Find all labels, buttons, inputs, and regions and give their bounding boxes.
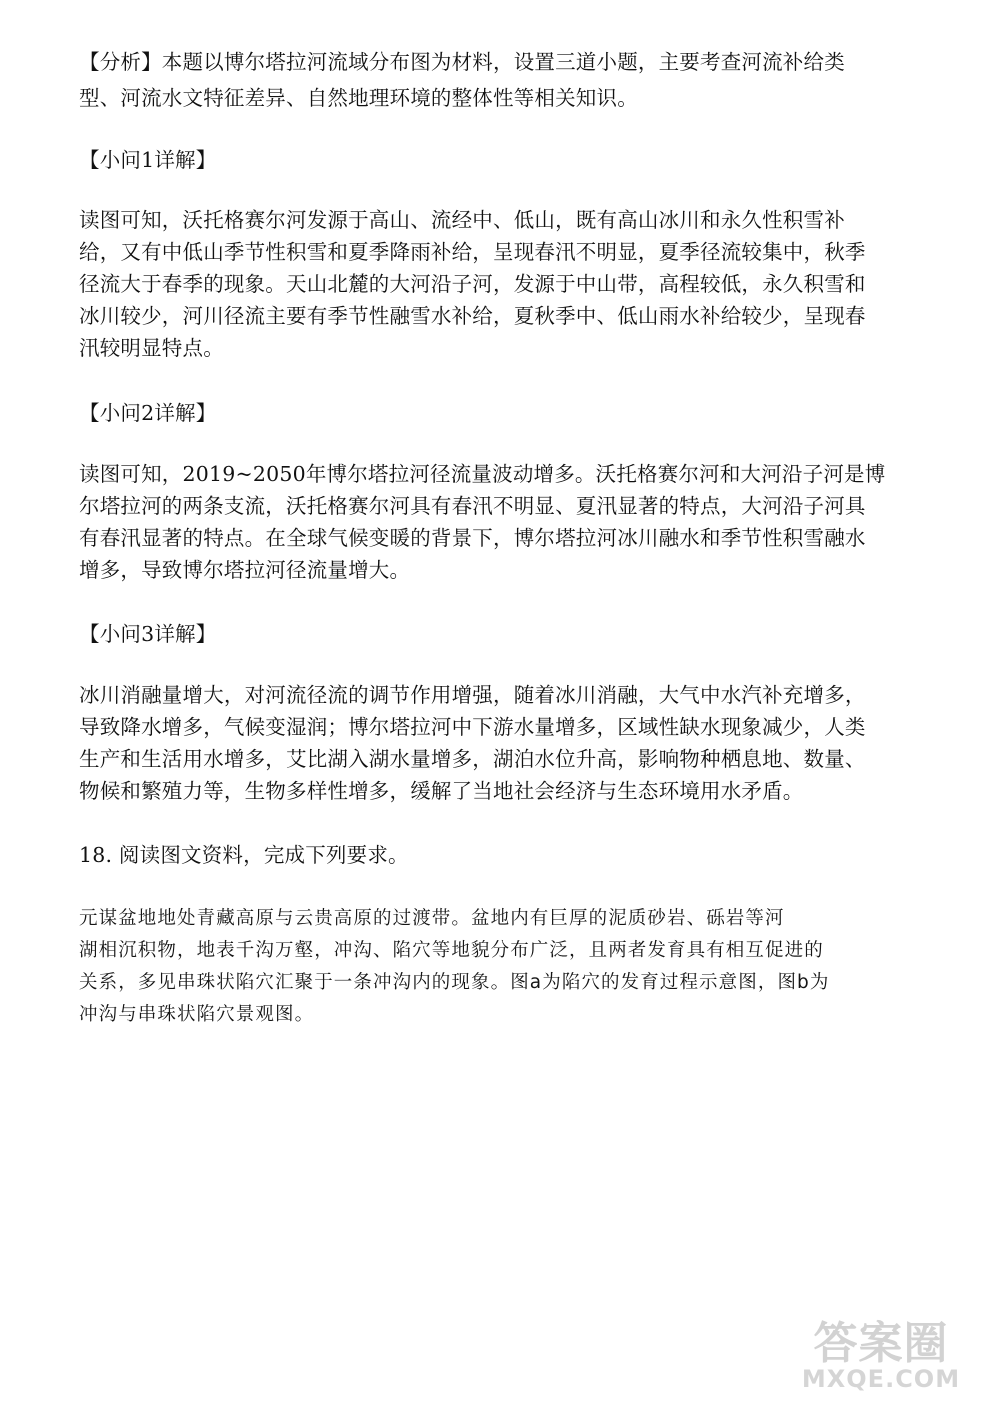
q1-line: 给，又有中低山季节性积雪和夏季降雨补给，呈现春汛不明显，夏季径流较集中，秋季 xyxy=(79,240,866,264)
q3-heading: 【小问3详解】 xyxy=(79,622,217,646)
q18-material-line: 元谋盆地地处青藏高原与云贵高原的过渡带。盆地内有巨厚的泥质砂岩、砾岩等河 xyxy=(79,908,785,929)
q1-line: 冰川较少，河川径流主要有季节性融雪水补给，夏秋季中、低山雨水补给较少，呈现春 xyxy=(79,304,866,328)
watermark-url: MXQE.COM xyxy=(801,1365,961,1393)
q3-line: 冰川消融量增大，对河流径流的调节作用增强，随着冰川消融，大气中水汽补充增多， xyxy=(79,683,866,707)
q18-title: 18. 阅读图文资料，完成下列要求。 xyxy=(79,843,409,867)
watermark-title: 答案圈 xyxy=(813,1318,949,1369)
q1-line: 读图可知，沃托格赛尔河发源于高山、流经中、低山，既有高山冰川和永久性积雪补 xyxy=(79,208,845,232)
q3-line: 导致降水增多，气候变湿润；博尔塔拉河中下游水量增多，区域性缺水现象减少，人类 xyxy=(79,715,866,739)
q18-material-line: 关系，多见串珠状陷穴汇聚于一条冲沟内的现象。图a为陷穴的发育过程示意图，图b为 xyxy=(79,972,830,993)
q1-heading: 【小问1详解】 xyxy=(79,148,217,172)
q2-line: 尔塔拉河的两条支流，沃托格赛尔河具有春汛不明显、夏汛显著的特点，大河沿子河具 xyxy=(79,494,866,518)
q1-line: 汛较明显特点。 xyxy=(79,336,224,360)
q2-heading: 【小问2详解】 xyxy=(79,401,217,425)
q2-line: 增多，导致博尔塔拉河径流量增大。 xyxy=(79,558,411,582)
q2-line: 有春汛显著的特点。在全球气候变暖的背景下，博尔塔拉河冰川融水和季节性积雪融水 xyxy=(79,526,866,550)
q3-line: 物候和繁殖力等，生物多样性增多，缓解了当地社会经济与生态环境用水矛盾。 xyxy=(79,779,804,803)
analysis-line: 型、河流水文特征差异、自然地理环境的整体性等相关知识。 xyxy=(79,86,638,110)
q18-material-line: 冲沟与串珠状陷穴景观图。 xyxy=(79,1004,315,1025)
q18-material-line: 湖相沉积物，地表千沟万壑，冲沟、陷穴等地貌分布广泛，且两者发育具有相互促进的 xyxy=(79,940,824,961)
q3-line: 生产和生活用水增多，艾比湖入湖水量增多，湖泊水位升高，影响物种栖息地、数量、 xyxy=(79,747,866,771)
watermark-logo xyxy=(796,1307,966,1399)
q2-line: 读图可知，2019~2050年博尔塔拉河径流量波动增多。沃托格赛尔河和大河沿子河是博 xyxy=(79,462,886,486)
analysis-line: 【分析】本题以博尔塔拉河流域分布图为材料，设置三道小题，主要考查河流补给类 xyxy=(79,50,845,74)
q1-line: 径流大于春季的现象。天山北麓的大河沿子河，发源于中山带，高程较低，永久积雪和 xyxy=(79,272,866,296)
